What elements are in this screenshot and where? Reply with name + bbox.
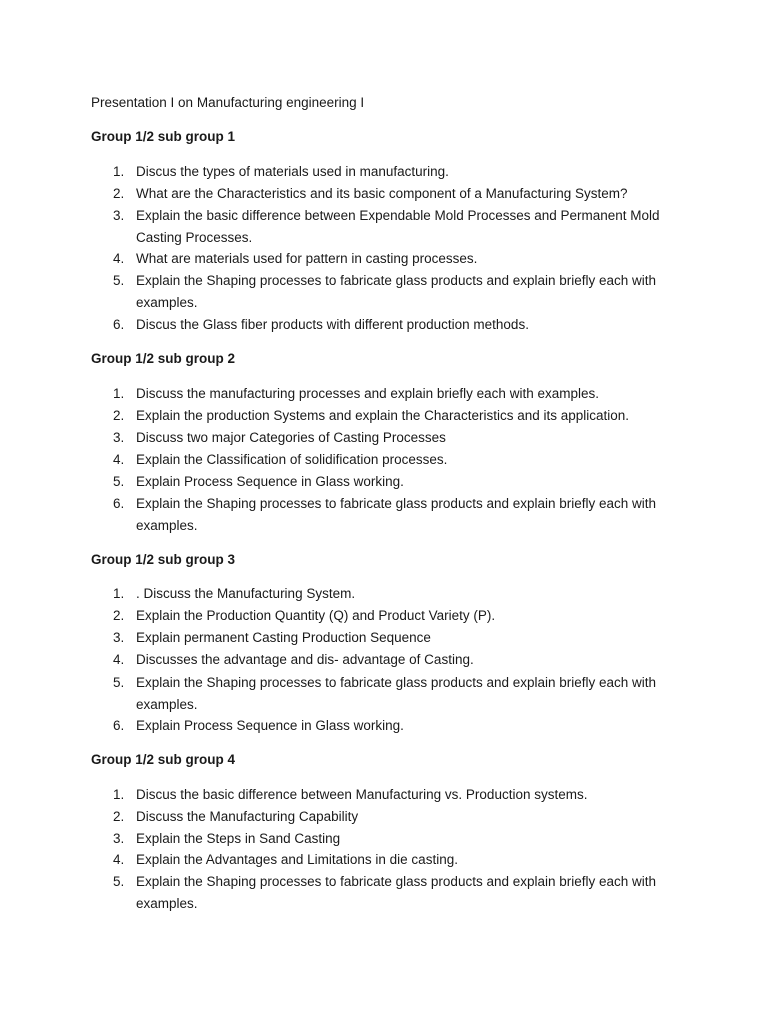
group-heading: Group 1/2 sub group 1	[91, 129, 236, 144]
item-number: 5.	[113, 874, 125, 889]
item-number: 2.	[113, 186, 125, 201]
item-number: 5.	[113, 675, 125, 690]
item-number: 2.	[113, 809, 125, 824]
item-text: Discus the basic difference between Manufacturing vs. Production systems.	[136, 787, 588, 802]
item-number: 2.	[113, 408, 125, 423]
item-text: Discusses the advantage and dis- advantage of Casting.	[136, 652, 474, 667]
item-number: 5.	[113, 474, 125, 489]
item-number: 1.	[113, 586, 125, 601]
group-heading: Group 1/2 sub group 4	[91, 752, 236, 767]
item-text: Explain the Shaping processes to fabricate glass products and explain briefly each with examples.	[136, 874, 657, 911]
item-text: Explain the Shaping processes to fabricate glass products and explain briefly each with examples.	[136, 675, 657, 712]
item-number: 6.	[113, 317, 125, 332]
item-number: 4.	[113, 251, 125, 266]
item-number: 4.	[113, 852, 125, 867]
item-text: Explain the Advantages and Limitations in die casting.	[136, 852, 458, 867]
item-text: Explain the basic difference between Expendable Mold Processes and Permanent Mold Casting Processes.	[136, 208, 660, 245]
item-text: Discus the Glass fiber products with different production methods.	[136, 317, 529, 332]
item-text: Discuss the manufacturing processes and explain briefly each with examples.	[136, 386, 599, 401]
item-number: 1.	[113, 787, 125, 802]
item-number: 3.	[113, 208, 125, 223]
item-text: Explain permanent Casting Production Sequence	[136, 630, 431, 645]
item-number: 2.	[113, 608, 125, 623]
item-number: 3.	[113, 831, 125, 846]
item-number: 4.	[113, 452, 125, 467]
item-text: Explain the production Systems and explain the Characteristics and its application.	[136, 408, 630, 423]
item-number: 3.	[113, 630, 125, 645]
item-text: Discuss the Manufacturing Capability	[136, 809, 359, 824]
item-number: 1.	[113, 386, 125, 401]
item-number: 3.	[113, 430, 125, 445]
item-text: Explain the Classification of solidification processes.	[136, 452, 448, 467]
item-number: 1.	[113, 164, 125, 179]
item-number: 6.	[113, 718, 125, 733]
item-text: Explain the Steps in Sand Casting	[136, 831, 341, 846]
item-text: Explain Process Sequence in Glass working.	[136, 718, 404, 733]
item-number: 4.	[113, 652, 125, 667]
document-title: Presentation I on Manufacturing engineering I	[91, 95, 365, 110]
item-text: Explain the Production Quantity (Q) and Product Variety (P).	[136, 608, 496, 623]
group-heading: Group 1/2 sub group 3	[91, 552, 236, 567]
item-text: Explain the Shaping processes to fabricate glass products and explain briefly each with examples.	[136, 273, 657, 310]
item-text: Explain Process Sequence in Glass working.	[136, 474, 404, 489]
item-text: What are the Characteristics and its basic component of a Manufacturing System?	[136, 186, 628, 201]
item-number: 6.	[113, 496, 125, 511]
item-number: 5.	[113, 273, 125, 288]
group-heading: Group 1/2 sub group 2	[91, 351, 236, 366]
item-text: Discus the types of materials used in manufacturing.	[136, 164, 449, 179]
item-text: Explain the Shaping processes to fabricate glass products and explain briefly each with examples.	[136, 496, 657, 533]
item-text: What are materials used for pattern in casting processes.	[136, 251, 478, 266]
item-text: Discuss two major Categories of Casting Processes	[136, 430, 446, 445]
item-text: . Discuss the Manufacturing System.	[136, 586, 356, 601]
